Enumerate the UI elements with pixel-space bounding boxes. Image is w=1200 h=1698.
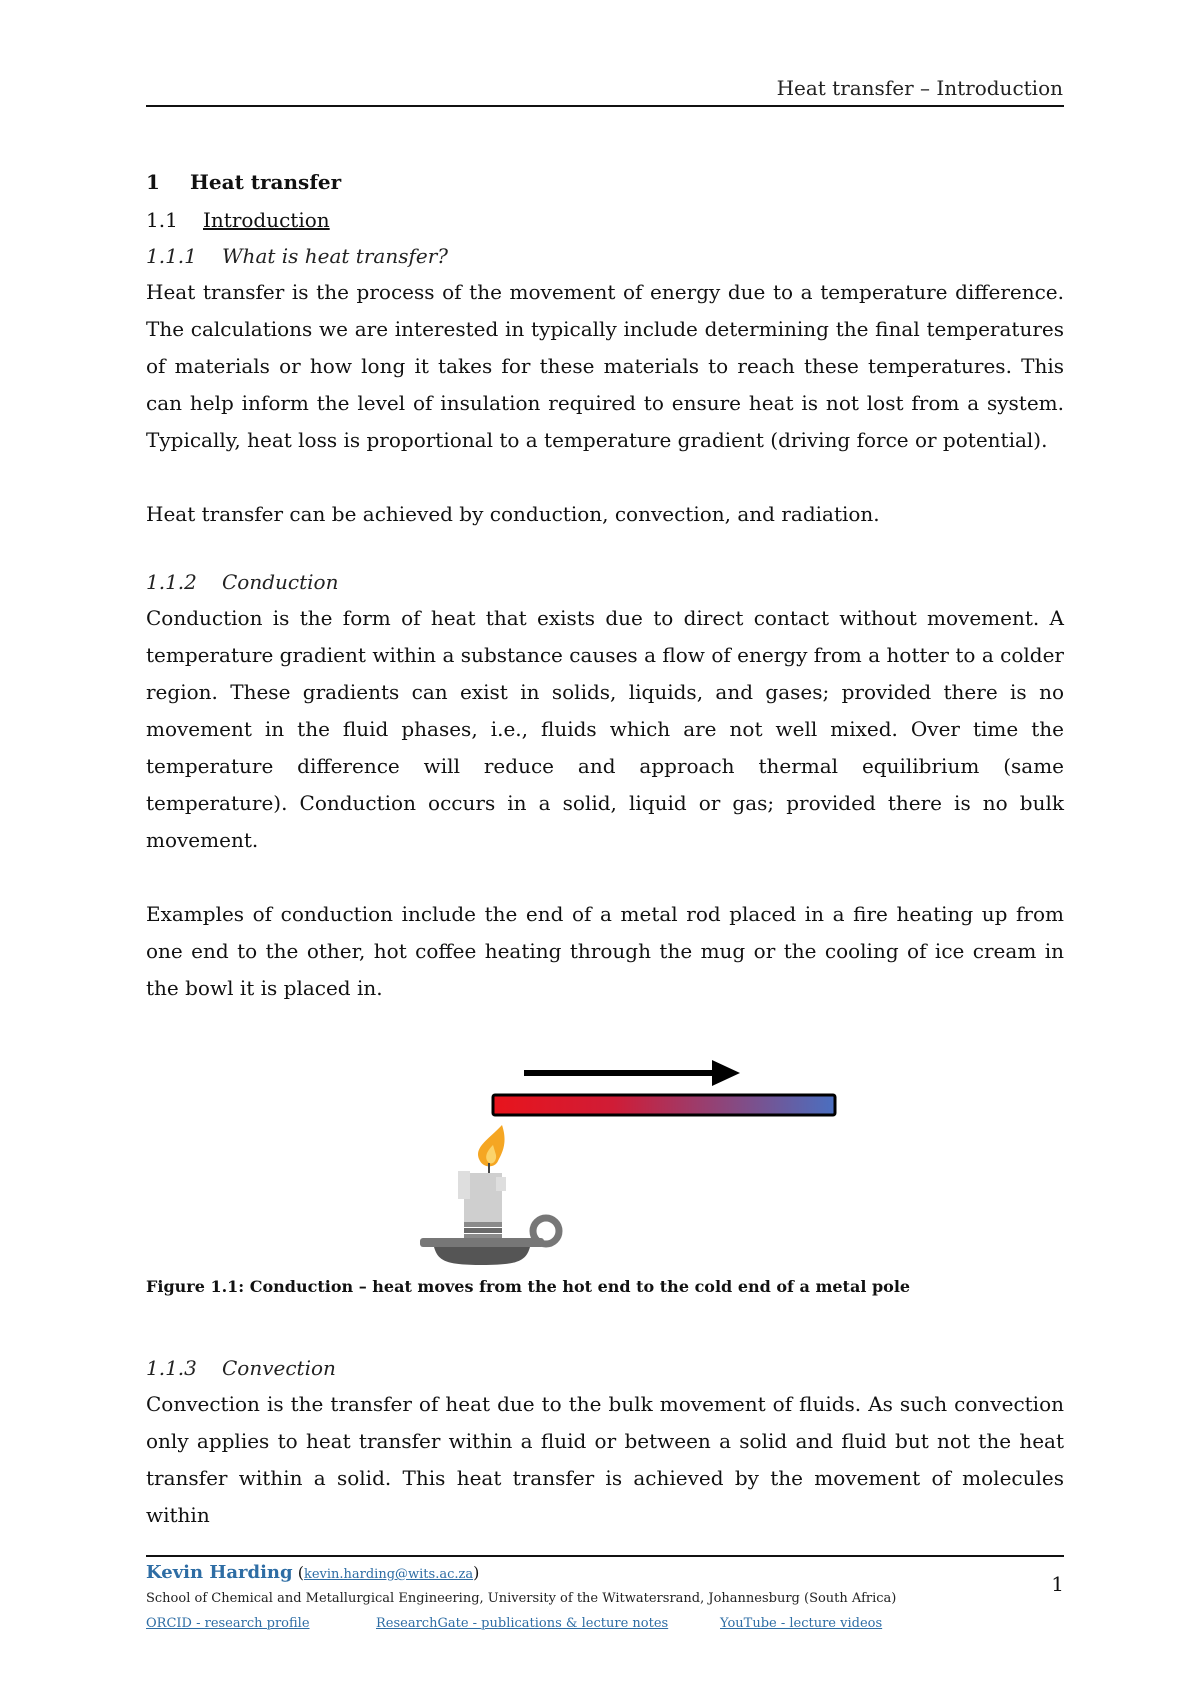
metal-rod bbox=[493, 1095, 835, 1115]
researchgate-link[interactable]: ResearchGate - publications & lecture notes bbox=[376, 1616, 669, 1631]
heading-title: Conduction bbox=[222, 570, 339, 594]
subsection-heading bbox=[146, 208, 1064, 232]
section-number: 1 bbox=[146, 170, 160, 194]
heading-number: 1.1.1 bbox=[146, 244, 197, 268]
conduction-illustration bbox=[146, 1027, 1064, 1277]
section-heading bbox=[146, 170, 1064, 194]
figure-conduction bbox=[146, 1027, 1064, 1277]
email-paren-open: ( bbox=[292, 1563, 304, 1582]
figure-caption: Figure 1.1: Conduction – heat moves from the hot end to the cold end of a metal pole bbox=[146, 1277, 911, 1296]
header-rule bbox=[146, 105, 1064, 107]
subsection-title: Introduction bbox=[203, 208, 330, 232]
page-number: 1 bbox=[1051, 1572, 1064, 1596]
heading-title: What is heat transfer? bbox=[222, 244, 448, 268]
running-header: Heat transfer – Introduction bbox=[776, 76, 1063, 100]
orcid-link[interactable]: ORCID - research profile bbox=[146, 1616, 310, 1631]
youtube-link[interactable]: YouTube - lecture videos bbox=[720, 1616, 883, 1631]
heading-number: 1.1.2 bbox=[146, 570, 197, 594]
author-line bbox=[146, 1562, 1064, 1583]
heading-number: 1.1.3 bbox=[146, 1356, 197, 1380]
page-content bbox=[146, 170, 1064, 1534]
heading-title: Convection bbox=[222, 1356, 336, 1380]
heading-conduction bbox=[146, 570, 1064, 594]
paragraph-heat-transfer-definition: Heat transfer is the process of the movement of energy due to a temperature difference. The calculations we are interested in typically include determining the final temperatures of materials or how long it takes for these materials to reach these temperatures. This can help inform the level of insulation required to ensure heat is not lost from a system. Typically, heat loss is proportional to a temperature gradient (driving force or potential). bbox=[146, 280, 1064, 452]
email-paren-close: ) bbox=[473, 1563, 480, 1582]
paragraph-heat-transfer-modes: Heat transfer can be achieved by conduction, convection, and radiation. bbox=[146, 502, 880, 526]
section-title: Heat transfer bbox=[190, 170, 342, 194]
paragraph-conduction-examples: Examples of conduction include the end of a metal rod placed in a fire heating up from one end to the other, hot coffee heating through the mug or the cooling of ice cream in the bowl it is placed in. bbox=[146, 902, 1064, 1000]
author-email-link[interactable]: kevin.harding@wits.ac.za bbox=[303, 1567, 474, 1582]
footer-links bbox=[146, 1616, 1064, 1631]
candle-icon bbox=[420, 1125, 559, 1265]
page-footer bbox=[146, 1562, 1064, 1631]
footer-rule bbox=[146, 1555, 1064, 1557]
author-name: Kevin Harding bbox=[146, 1562, 293, 1583]
heading-convection bbox=[146, 1356, 1064, 1380]
paragraph-conduction-definition: Conduction is the form of heat that exists due to direct contact without movement. A temperature gradient within a substance causes a flow of energy from a hotter to a colder region. These gradients can exist in solids, liquids, and gases; provided there is no movement in the fluid phases, i.e., fluids which are not well mixed. Over time the temperature difference will reduce and approach thermal equilibrium (same temperature). Conduction occurs in a solid, liquid or gas; provided there is no bulk movement. bbox=[146, 606, 1064, 852]
subsection-number: 1.1 bbox=[146, 208, 178, 232]
paragraph-convection-definition: Convection is the transfer of heat due to the bulk movement of fluids. As such convection only applies to heat transfer within a fluid or between a solid and fluid but not the heat transfer within a solid. This heat transfer is achieved by the movement of molecules within bbox=[146, 1392, 1064, 1527]
author-affiliation: School of Chemical and Metallurgical Engineering, University of the Witwatersrand, Johannesburg (South Africa) bbox=[146, 1591, 897, 1606]
heat-flow-arrow-icon bbox=[524, 1060, 740, 1086]
heading-what-is-heat-transfer bbox=[146, 244, 1064, 268]
